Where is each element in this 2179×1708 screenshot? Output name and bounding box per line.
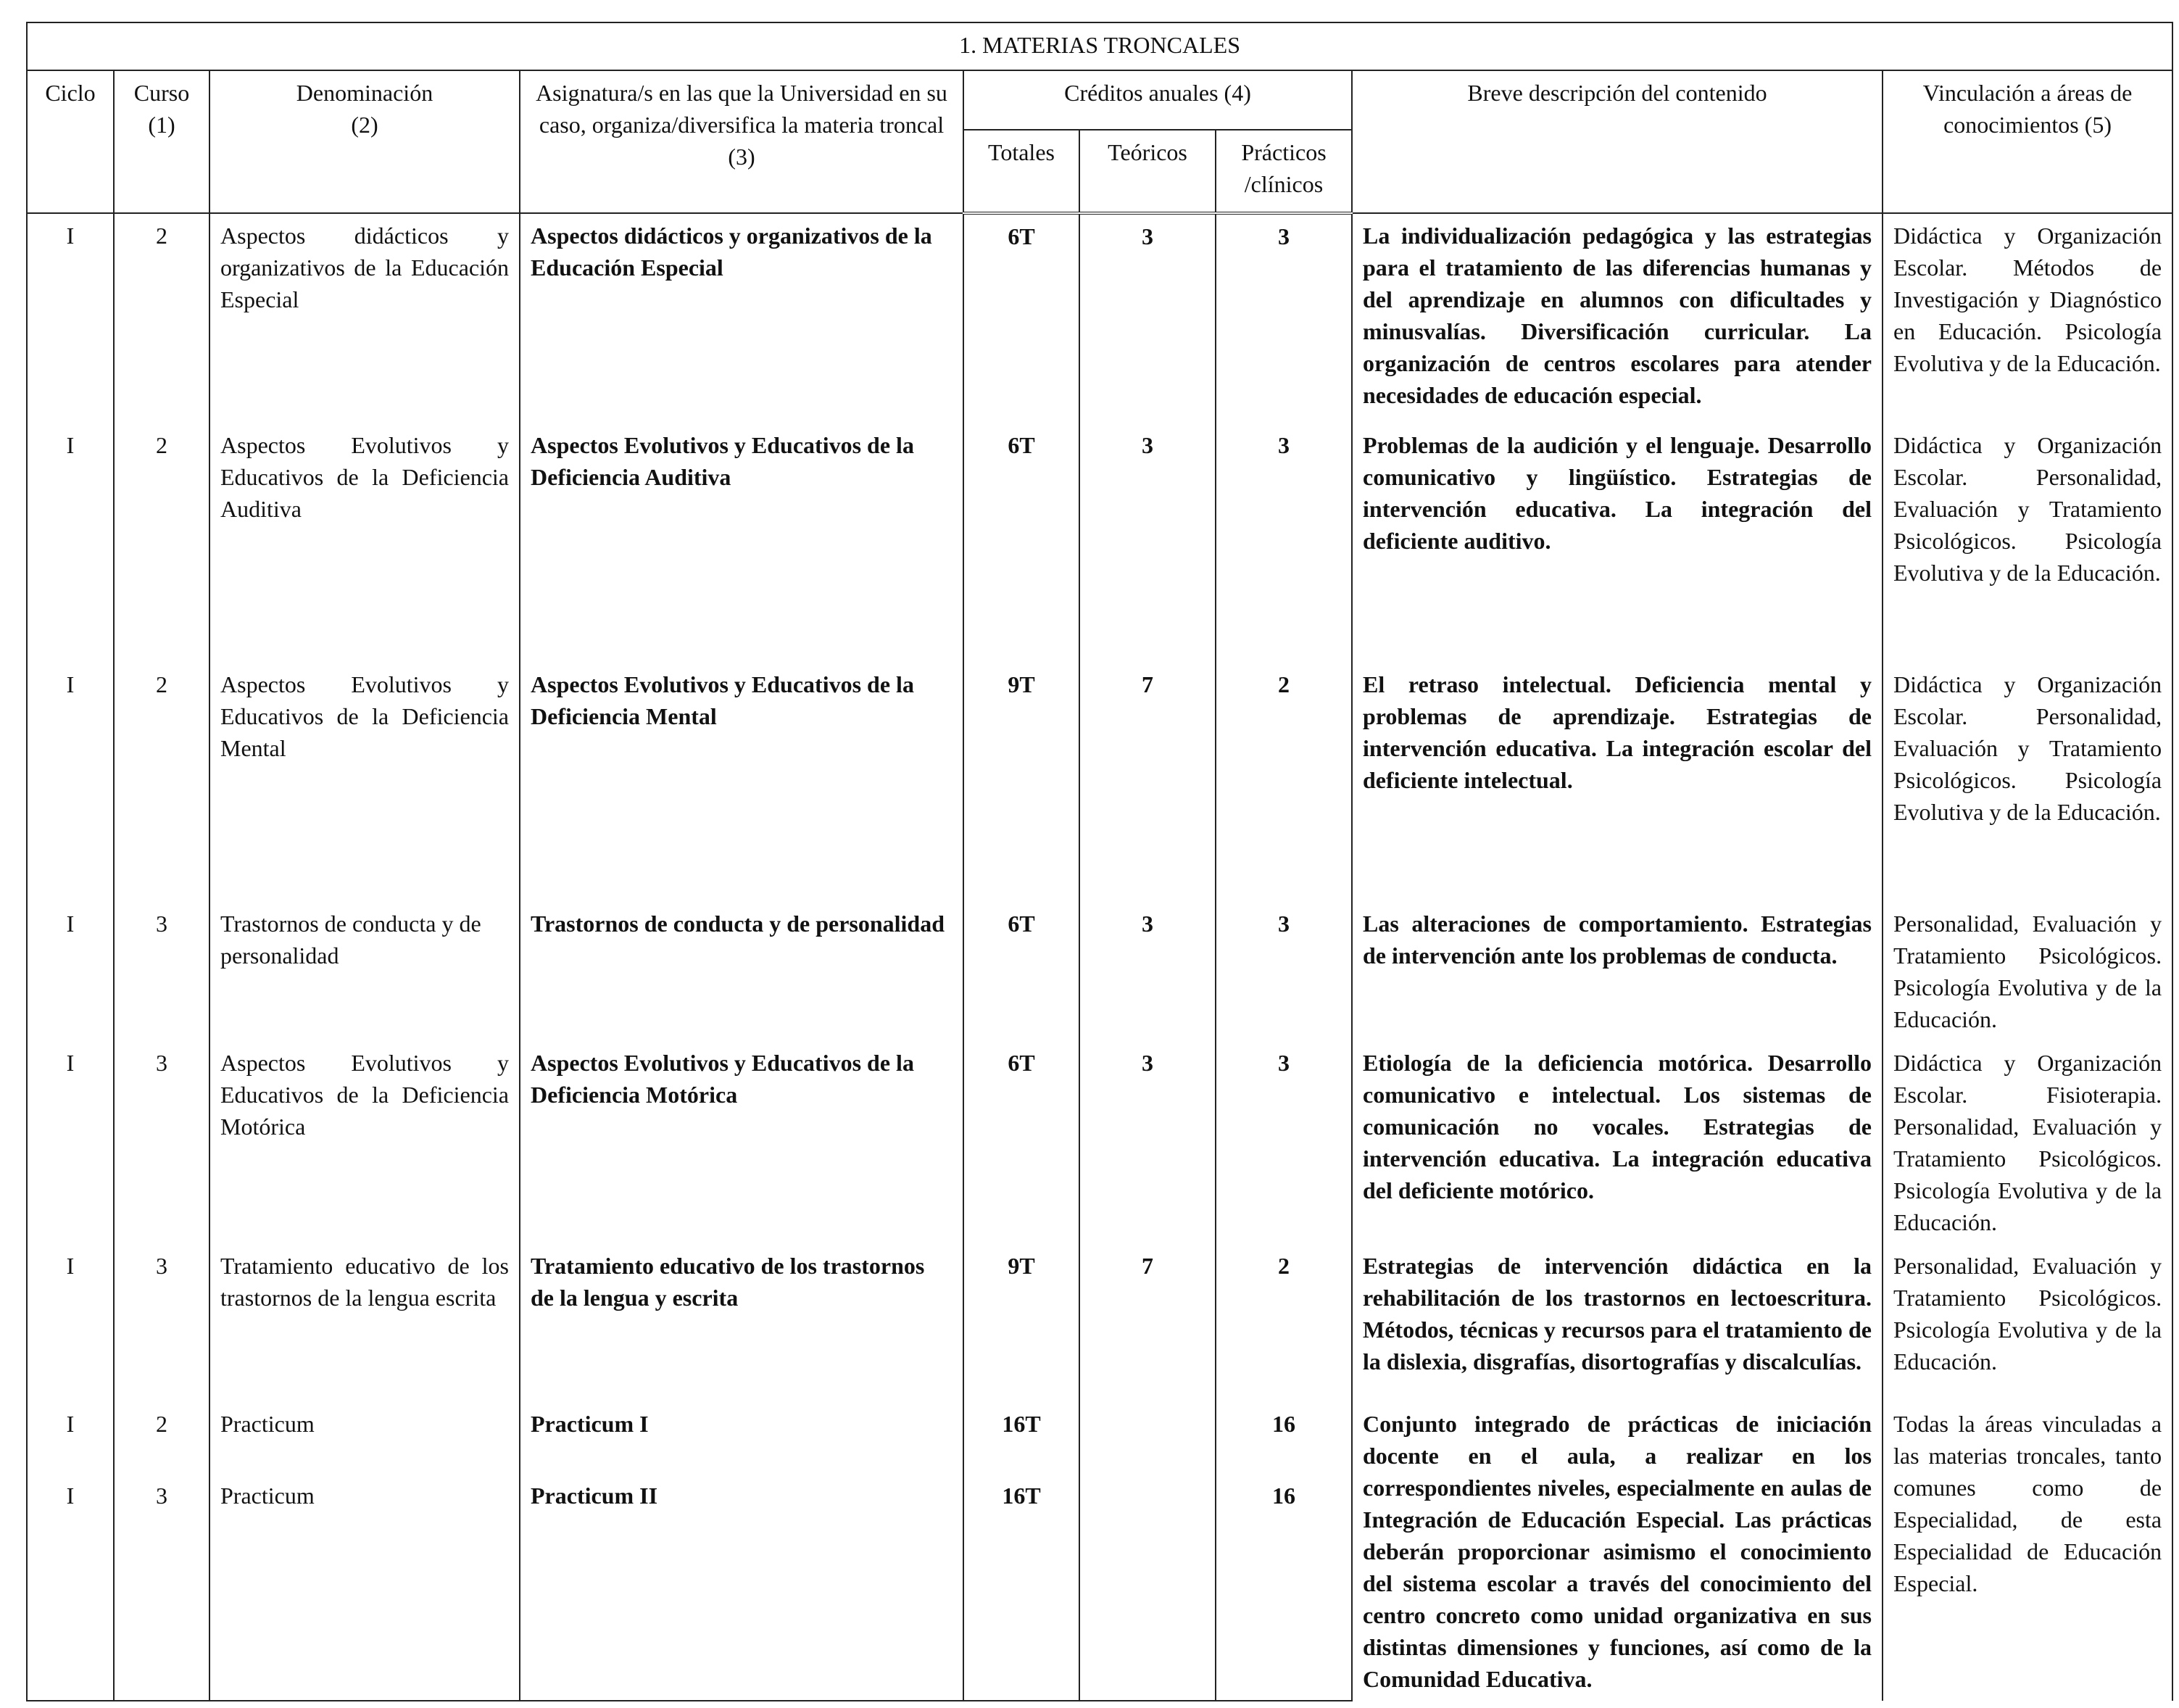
cell-ciclo: I [27, 902, 114, 1041]
cell-curso: 2 [114, 423, 209, 663]
cell-totales: 6T [963, 213, 1079, 423]
table-row [27, 1244, 2172, 1402]
cell-descripcion: Estrategias de intervención didáctica en la rehabilitación de los trastornos en lectoescritura. Métodos, técnicas y recursos para el tratamiento de la dislexia, disgrafías, disortografías y discalculías. [1352, 1244, 1883, 1402]
table-row [27, 213, 2172, 423]
cell-practicos: 2 [1216, 663, 1352, 902]
cell-denominacion: Aspectos Evolutivos y Educativos de la Deficiencia Auditiva [209, 423, 520, 663]
header-practicos: Prácticos /clínicos [1216, 130, 1352, 213]
header-denominacion-label: Denominación [296, 80, 433, 106]
cell-vinculacion: Didáctica y Organización Escolar. Métodos de Investigación y Diagnóstico en Educación. Psicología Evolutiva y de la Educación. [1883, 213, 2172, 423]
cell-practicos: 16 [1216, 1474, 1352, 1701]
table-row [27, 1041, 2172, 1244]
cell-asignatura: Trastornos de conducta y de personalidad [520, 902, 963, 1041]
cell-asignatura: Tratamiento educativo de los trastornos de la lengua y escrita [520, 1244, 963, 1402]
cell-teoricos: 3 [1079, 1041, 1216, 1244]
cell-teoricos: 3 [1079, 423, 1216, 663]
cell-asignatura: Aspectos Evolutivos y Educativos de la Deficiencia Auditiva [520, 423, 963, 663]
cell-asignatura: Aspectos Evolutivos y Educativos de la Deficiencia Motórica [520, 1041, 963, 1244]
cell-totales: 9T [963, 663, 1079, 902]
cell-curso: 2 [114, 663, 209, 902]
cell-practicos: 2 [1216, 1244, 1352, 1402]
cell-ciclo: I [27, 423, 114, 663]
document-page [26, 22, 2172, 1692]
cell-totales: 6T [963, 423, 1079, 663]
table-title: 1. MATERIAS TRONCALES [27, 22, 2172, 70]
cell-denominacion: Trastornos de conducta y de personalidad [209, 902, 520, 1041]
cell-descripcion: La individualización pedagógica y las estrategias para el tratamiento de las diferencias humanas y del aprendizaje en alumnos con dificultades y minusvalías. Diversificación curricular. La organización de centros escolares para atender necesidades de educación especial. [1352, 213, 1883, 423]
cell-totales: 16T [963, 1402, 1079, 1474]
cell-totales: 6T [963, 902, 1079, 1041]
cell-vinculacion: Personalidad, Evaluación y Tratamiento Psicológicos. Psicología Evolutiva y de la Educación. [1883, 902, 2172, 1041]
cell-teoricos [1079, 1474, 1216, 1701]
cell-teoricos: 3 [1079, 902, 1216, 1041]
cell-curso: 3 [114, 1244, 209, 1402]
cell-denominacion: Aspectos Evolutivos y Educativos de la Deficiencia Mental [209, 663, 520, 902]
header-ciclo: Ciclo [27, 70, 114, 213]
cell-ciclo: I [27, 1474, 114, 1701]
cell-asignatura: Aspectos didácticos y organizativos de la Educación Especial [520, 213, 963, 423]
cell-totales: 6T [963, 1041, 1079, 1244]
cell-descripcion: Etiología de la deficiencia motórica. Desarrollo comunicativo e intelectual. Los sistemas de comunicación no vocales. Estrategias de intervención educativa. La integración educativa del deficiente motórico. [1352, 1041, 1883, 1244]
cell-practicos: 3 [1216, 902, 1352, 1041]
table-row [27, 902, 2172, 1041]
cell-ciclo: I [27, 1402, 114, 1474]
cell-denominacion: Practicum [209, 1474, 520, 1701]
cell-vinculacion: Personalidad, Evaluación y Tratamiento Psicológicos. Psicología Evolutiva y de la Educación. [1883, 1244, 2172, 1402]
materias-troncales-table [26, 22, 2173, 1701]
header-teoricos: Teóricos [1079, 130, 1216, 213]
cell-curso: 3 [114, 1041, 209, 1244]
cell-asignatura: Practicum II [520, 1474, 963, 1701]
cell-descripcion: Las alteraciones de comportamiento. Estrategias de intervención ante los problemas de conducta. [1352, 902, 1883, 1041]
cell-ciclo: I [27, 663, 114, 902]
table-row [27, 1402, 2172, 1474]
header-vinculacion: Vinculación a áreas de conocimientos (5) [1883, 70, 2172, 213]
cell-curso: 2 [114, 213, 209, 423]
cell-vinculacion: Didáctica y Organización Escolar. Personalidad, Evaluación y Tratamiento Psicológicos. Psicología Evolutiva y de la Educación. [1883, 663, 2172, 902]
cell-ciclo: I [27, 1041, 114, 1244]
header-curso [114, 70, 209, 213]
cell-totales: 9T [963, 1244, 1079, 1402]
cell-descripcion: El retraso intelectual. Deficiencia mental y problemas de aprendizaje. Estrategias de intervención educativa. La integración escolar del deficiente intelectual. [1352, 663, 1883, 902]
header-descripcion: Breve descripción del contenido [1352, 70, 1883, 213]
cell-practicos: 3 [1216, 423, 1352, 663]
cell-curso: 3 [114, 1474, 209, 1701]
cell-teoricos: 7 [1079, 1244, 1216, 1402]
header-asignatura: Asignatura/s en las que la Universidad en su caso, organiza/diversifica la materia troncal (3) [520, 70, 963, 213]
header-curso-ref: (1) [148, 112, 175, 138]
cell-ciclo: I [27, 1244, 114, 1402]
cell-vinculacion: Didáctica y Organización Escolar. Personalidad, Evaluación y Tratamiento Psicológicos. Psicología Evolutiva y de la Educación. [1883, 423, 2172, 663]
cell-denominacion: Aspectos Evolutivos y Educativos de la Deficiencia Motórica [209, 1041, 520, 1244]
cell-asignatura: Aspectos Evolutivos y Educativos de la Deficiencia Mental [520, 663, 963, 902]
cell-vinculacion: Didáctica y Organización Escolar. Fisioterapia. Personalidad, Evaluación y Tratamiento Psicológicos. Psicología Evolutiva y de la Educación. [1883, 1041, 2172, 1244]
header-denominacion-ref: (2) [351, 112, 378, 138]
cell-practicos: 16 [1216, 1402, 1352, 1474]
cell-denominacion: Tratamiento educativo de los trastornos de la lengua escrita [209, 1244, 520, 1402]
cell-teoricos: 7 [1079, 663, 1216, 902]
table-row [27, 663, 2172, 902]
header-curso-label: Curso [133, 80, 190, 106]
cell-ciclo: I [27, 213, 114, 423]
cell-teoricos: 3 [1079, 213, 1216, 423]
cell-denominacion: Practicum [209, 1402, 520, 1474]
cell-practicos: 3 [1216, 213, 1352, 423]
cell-practicos: 3 [1216, 1041, 1352, 1244]
cell-teoricos [1079, 1402, 1216, 1474]
cell-asignatura: Practicum I [520, 1402, 963, 1474]
table-row [27, 423, 2172, 663]
cell-denominacion: Aspectos didácticos y organizativos de la Educación Especial [209, 213, 520, 423]
cell-descripcion: Conjunto integrado de prácticas de iniciación docente en el aula, a realizar en los correspondientes niveles, especialmente en aulas de Integración de Educación Especial. Las prácticas deberán proporcionar asimismo el conocimiento del sistema escolar a través del conocimiento del centro concreto como unidad organizativa en sus distintas dimensiones y funciones, así como de la Comunidad Educativa. [1352, 1402, 1883, 1701]
cell-vinculacion: Todas la áreas vinculadas a las materias troncales, tanto comunes como de Especialidad, de esta Especialidad de Educación Especial. [1883, 1402, 2172, 1701]
header-denominacion [209, 70, 520, 213]
header-creditos: Créditos anuales (4) [963, 70, 1352, 130]
cell-curso: 2 [114, 1402, 209, 1474]
cell-curso: 3 [114, 902, 209, 1041]
cell-descripcion: Problemas de la audición y el lenguaje. Desarrollo comunicativo y lingüístico. Estrategias de intervención educativa. La integración del deficiente auditivo. [1352, 423, 1883, 663]
cell-totales: 16T [963, 1474, 1079, 1701]
header-totales: Totales [963, 130, 1079, 213]
